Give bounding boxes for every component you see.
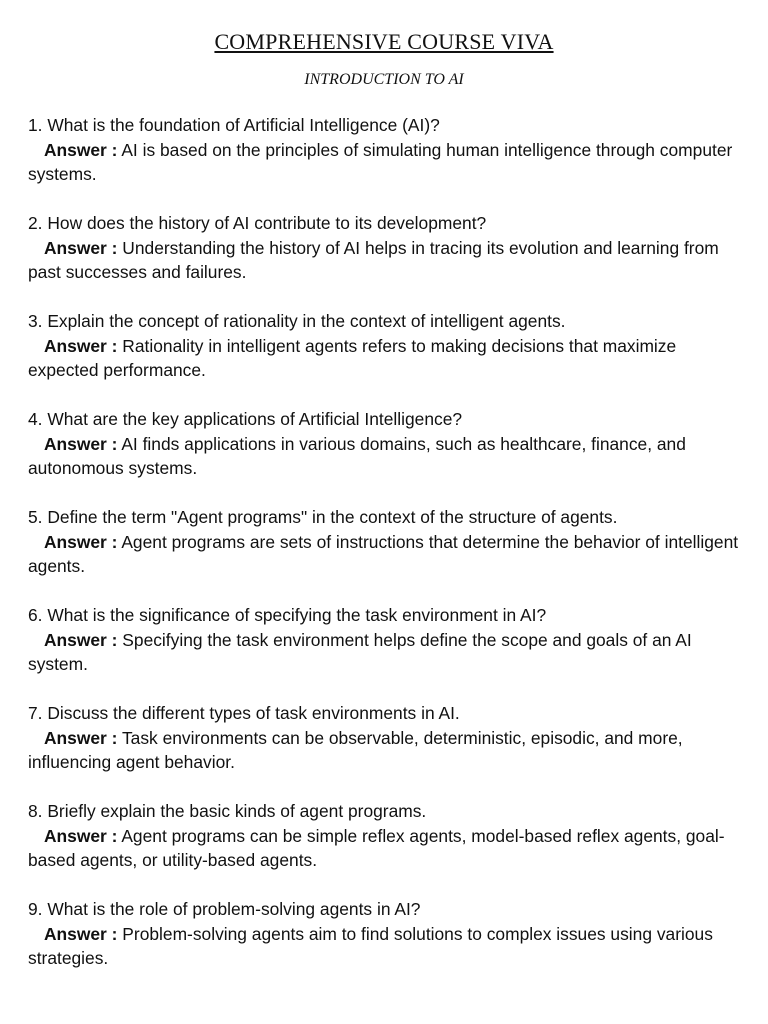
answer-label: Answer : — [44, 727, 118, 748]
qa-item — [28, 701, 740, 775]
qa-item — [28, 897, 740, 971]
answer-text: Agent programs can be simple reflex agents, model-based reflex agents, goal-based agents, or utility-based agents. — [28, 825, 725, 870]
qa-item — [28, 309, 740, 383]
answer-block — [28, 138, 740, 187]
document-title: COMPREHENSIVE COURSE VIVA — [214, 29, 554, 54]
answer-block — [28, 334, 740, 383]
qa-item — [28, 603, 740, 677]
answer-text: Agent programs are sets of instructions that determine the behavior of intelligent agents. — [28, 531, 739, 576]
qa-item — [28, 505, 740, 579]
answer-block — [28, 236, 740, 285]
question-text: 9. What is the role of problem-solving agents in AI? — [28, 899, 421, 919]
question-text: 4. What are the key applications of Artificial Intelligence? — [28, 409, 463, 429]
answer-block — [28, 726, 740, 775]
qa-item — [28, 113, 740, 187]
question-text: 6. What is the significance of specifying the task environment in AI? — [28, 605, 547, 625]
answer-block — [28, 432, 740, 481]
answer-label: Answer : — [44, 139, 118, 160]
qa-item — [28, 407, 740, 481]
answer-block — [28, 922, 740, 971]
answer-label: Answer : — [44, 433, 118, 454]
answer-label: Answer : — [44, 237, 118, 258]
answer-label: Answer : — [44, 531, 118, 552]
answer-text: Rationality in intelligent agents refers to making decisions that maximize expected performance. — [28, 335, 677, 380]
answer-label: Answer : — [44, 825, 118, 846]
answer-text: Understanding the history of AI helps in tracing its evolution and learning from past successes and failures. — [28, 237, 719, 282]
question-text: 7. Discuss the different types of task environments in AI. — [28, 703, 460, 723]
answer-text: Task environments can be observable, deterministic, episodic, and more, influencing agent behavior. — [28, 727, 683, 772]
qa-item — [28, 211, 740, 285]
answer-label: Answer : — [44, 629, 118, 650]
answer-block — [28, 824, 740, 873]
question-text: 2. How does the history of AI contribute to its development? — [28, 213, 487, 233]
qa-item — [28, 799, 740, 873]
answer-text: AI finds applications in various domains, such as healthcare, finance, and autonomous systems. — [28, 433, 686, 478]
answer-text: AI is based on the principles of simulating human intelligence through computer systems. — [28, 139, 733, 184]
answer-label: Answer : — [44, 335, 118, 356]
answer-block — [28, 628, 740, 677]
question-text: 8. Briefly explain the basic kinds of agent programs. — [28, 801, 427, 821]
question-text: 3. Explain the concept of rationality in the context of intelligent agents. — [28, 311, 566, 331]
answer-text: Problem-solving agents aim to find solutions to complex issues using various strategies. — [28, 923, 713, 968]
question-text: 5. Define the term "Agent programs" in the context of the structure of agents. — [28, 507, 618, 527]
qa-list — [28, 113, 740, 971]
answer-text: Specifying the task environment helps define the scope and goals of an AI system. — [28, 629, 692, 674]
question-text: 1. What is the foundation of Artificial Intelligence (AI)? — [28, 115, 440, 135]
answer-block — [28, 530, 740, 579]
answer-label: Answer : — [44, 923, 118, 944]
document-subtitle: INTRODUCTION TO AI — [304, 71, 464, 88]
